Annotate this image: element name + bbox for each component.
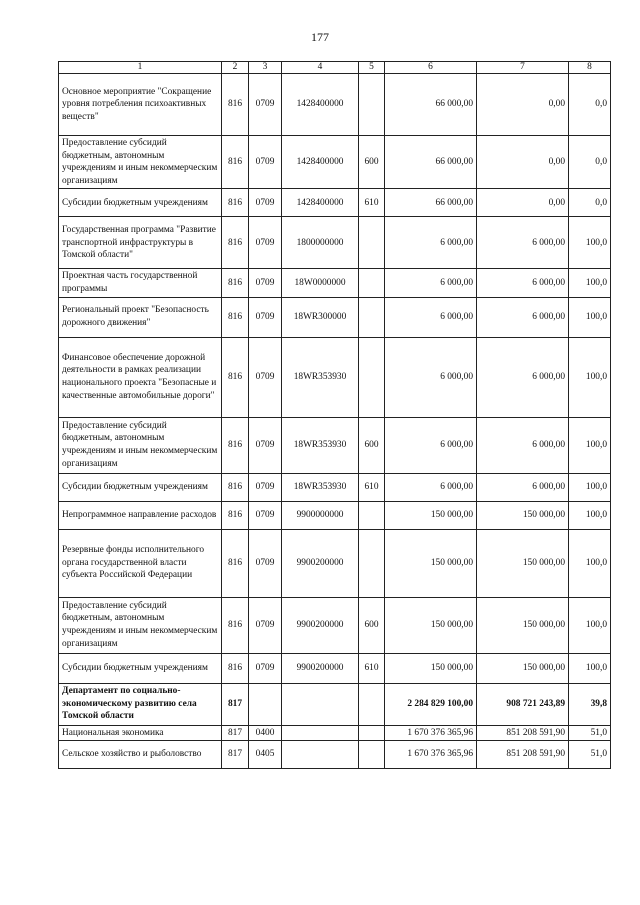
planned-amount-cell: 150 000,00: [385, 597, 477, 653]
actual-amount-cell: 6 000,00: [477, 337, 569, 417]
percent-cell: 100,0: [569, 337, 611, 417]
target-article-cell: 9900200000: [282, 529, 359, 597]
planned-amount-cell: 1 670 376 365,96: [385, 725, 477, 741]
section-code-cell: 0709: [249, 501, 282, 529]
expense-type-cell: [359, 529, 385, 597]
percent-cell: 51,0: [569, 741, 611, 769]
table-row: [59, 417, 611, 473]
table-row: [59, 136, 611, 189]
ved-code-cell: 816: [222, 136, 249, 189]
table-row: [59, 683, 611, 725]
section-code-cell: 0709: [249, 269, 282, 297]
target-article-cell: 18WR353930: [282, 473, 359, 501]
row-name-cell: Проектная часть государственной программы: [59, 269, 222, 297]
table-row: [59, 337, 611, 417]
section-code-cell: 0709: [249, 217, 282, 269]
row-name-cell: Предоставление субсидий бюджетным, автономным учреждениям и иным некоммерческим организациям: [59, 417, 222, 473]
section-code-cell: 0709: [249, 529, 282, 597]
table-row: [59, 217, 611, 269]
ved-code-cell: 816: [222, 653, 249, 683]
table-row: [59, 74, 611, 136]
target-article-cell: 18W0000000: [282, 269, 359, 297]
actual-amount-cell: 851 208 591,90: [477, 725, 569, 741]
row-name-cell: Государственная программа "Развитие транспортной инфраструктуры в Томской области": [59, 217, 222, 269]
target-article-cell: 9900000000: [282, 501, 359, 529]
table-body: [59, 74, 611, 769]
target-article-cell: 18WR353930: [282, 337, 359, 417]
section-code-cell: 0709: [249, 417, 282, 473]
expense-type-cell: 600: [359, 136, 385, 189]
table-row: [59, 501, 611, 529]
percent-cell: 100,0: [569, 501, 611, 529]
ved-code-cell: 817: [222, 741, 249, 769]
table-row: [59, 597, 611, 653]
planned-amount-cell: 66 000,00: [385, 136, 477, 189]
expense-type-cell: [359, 217, 385, 269]
row-name-cell: Финансовое обеспечение дорожной деятельности в рамках реализации национального проекта "Безопасные и качественные автомобильные дороги": [59, 337, 222, 417]
row-name-cell: Предоставление субсидий бюджетным, автономным учреждениям и иным некоммерческим организациям: [59, 136, 222, 189]
target-article-cell: 1428400000: [282, 136, 359, 189]
expense-type-cell: [359, 725, 385, 741]
planned-amount-cell: 66 000,00: [385, 74, 477, 136]
expense-type-cell: [359, 269, 385, 297]
actual-amount-cell: 6 000,00: [477, 297, 569, 337]
target-article-cell: 1800000000: [282, 217, 359, 269]
expense-type-cell: 610: [359, 473, 385, 501]
row-name-cell: Субсидии бюджетным учреждениям: [59, 653, 222, 683]
ved-code-cell: 817: [222, 725, 249, 741]
ved-code-cell: 816: [222, 337, 249, 417]
ved-code-cell: 816: [222, 597, 249, 653]
target-article-cell: 9900200000: [282, 597, 359, 653]
planned-amount-cell: 66 000,00: [385, 189, 477, 217]
section-code-cell: 0709: [249, 597, 282, 653]
expense-type-cell: 600: [359, 417, 385, 473]
percent-cell: 100,0: [569, 597, 611, 653]
planned-amount-cell: 6 000,00: [385, 417, 477, 473]
percent-cell: 51,0: [569, 725, 611, 741]
section-code-cell: 0709: [249, 653, 282, 683]
expense-type-cell: [359, 337, 385, 417]
planned-amount-cell: 6 000,00: [385, 297, 477, 337]
section-code-cell: 0709: [249, 136, 282, 189]
target-article-cell: [282, 725, 359, 741]
target-article-cell: 1428400000: [282, 74, 359, 136]
planned-amount-cell: 150 000,00: [385, 653, 477, 683]
budget-table: [58, 61, 611, 769]
actual-amount-cell: 6 000,00: [477, 217, 569, 269]
table-row: [59, 189, 611, 217]
row-name-cell: Резервные фонды исполнительного органа государственной власти субъекта Российской Федерации: [59, 529, 222, 597]
planned-amount-cell: 2 284 829 100,00: [385, 683, 477, 725]
actual-amount-cell: 0,00: [477, 74, 569, 136]
header-cell: 6: [385, 62, 477, 74]
section-code-cell: 0709: [249, 189, 282, 217]
ved-code-cell: 816: [222, 297, 249, 337]
ved-code-cell: 816: [222, 529, 249, 597]
section-code-cell: 0709: [249, 297, 282, 337]
target-article-cell: 18WR353930: [282, 417, 359, 473]
actual-amount-cell: 150 000,00: [477, 597, 569, 653]
percent-cell: 0,0: [569, 136, 611, 189]
header-cell: 7: [477, 62, 569, 74]
expense-type-cell: [359, 297, 385, 337]
percent-cell: 100,0: [569, 417, 611, 473]
row-name-cell: Национальная экономика: [59, 725, 222, 741]
section-code-cell: [249, 683, 282, 725]
percent-cell: 100,0: [569, 297, 611, 337]
header-cell: 2: [222, 62, 249, 74]
actual-amount-cell: 150 000,00: [477, 653, 569, 683]
table-row: [59, 473, 611, 501]
section-code-cell: 0400: [249, 725, 282, 741]
planned-amount-cell: 6 000,00: [385, 269, 477, 297]
table-row: [59, 297, 611, 337]
row-name-cell: Департамент по социально-экономическому развитию села Томской области: [59, 683, 222, 725]
actual-amount-cell: 851 208 591,90: [477, 741, 569, 769]
ved-code-cell: 816: [222, 501, 249, 529]
planned-amount-cell: 1 670 376 365,96: [385, 741, 477, 769]
row-name-cell: Основное мероприятие "Сокращение уровня потребления психоактивных веществ": [59, 74, 222, 136]
actual-amount-cell: 150 000,00: [477, 501, 569, 529]
target-article-cell: [282, 741, 359, 769]
percent-cell: 100,0: [569, 269, 611, 297]
header-cell: 4: [282, 62, 359, 74]
expense-type-cell: [359, 501, 385, 529]
expense-type-cell: [359, 74, 385, 136]
actual-amount-cell: 6 000,00: [477, 473, 569, 501]
percent-cell: 0,0: [569, 189, 611, 217]
row-name-cell: Субсидии бюджетным учреждениям: [59, 473, 222, 501]
expense-type-cell: 600: [359, 597, 385, 653]
expense-type-cell: [359, 683, 385, 725]
ved-code-cell: 817: [222, 683, 249, 725]
page-number: 177: [311, 30, 329, 44]
header-cell: 8: [569, 62, 611, 74]
target-article-cell: 9900200000: [282, 653, 359, 683]
ved-code-cell: 816: [222, 189, 249, 217]
table-row: [59, 269, 611, 297]
row-name-cell: Предоставление субсидий бюджетным, автономным учреждениям и иным некоммерческим организациям: [59, 597, 222, 653]
actual-amount-cell: 908 721 243,89: [477, 683, 569, 725]
expense-type-cell: 610: [359, 189, 385, 217]
ved-code-cell: 816: [222, 269, 249, 297]
planned-amount-cell: 6 000,00: [385, 337, 477, 417]
percent-cell: 100,0: [569, 217, 611, 269]
target-article-cell: 18WR300000: [282, 297, 359, 337]
table-row: [59, 741, 611, 769]
percent-cell: 100,0: [569, 473, 611, 501]
percent-cell: 100,0: [569, 653, 611, 683]
ved-code-cell: 816: [222, 417, 249, 473]
table-row: [59, 653, 611, 683]
row-name-cell: Субсидии бюджетным учреждениям: [59, 189, 222, 217]
section-code-cell: 0405: [249, 741, 282, 769]
ved-code-cell: 816: [222, 217, 249, 269]
planned-amount-cell: 6 000,00: [385, 217, 477, 269]
actual-amount-cell: 0,00: [477, 189, 569, 217]
table-row: [59, 725, 611, 741]
percent-cell: 39,8: [569, 683, 611, 725]
planned-amount-cell: 6 000,00: [385, 473, 477, 501]
row-name-cell: Сельское хозяйство и рыболовство: [59, 741, 222, 769]
planned-amount-cell: 150 000,00: [385, 529, 477, 597]
expense-type-cell: 610: [359, 653, 385, 683]
ved-code-cell: 816: [222, 473, 249, 501]
percent-cell: 0,0: [569, 74, 611, 136]
target-article-cell: [282, 683, 359, 725]
actual-amount-cell: 0,00: [477, 136, 569, 189]
expense-type-cell: [359, 741, 385, 769]
section-code-cell: 0709: [249, 74, 282, 136]
target-article-cell: 1428400000: [282, 189, 359, 217]
header-cell: 3: [249, 62, 282, 74]
row-name-cell: Региональный проект "Безопасность дорожного движения": [59, 297, 222, 337]
header-row: [59, 62, 611, 74]
actual-amount-cell: 6 000,00: [477, 417, 569, 473]
section-code-cell: 0709: [249, 337, 282, 417]
planned-amount-cell: 150 000,00: [385, 501, 477, 529]
actual-amount-cell: 6 000,00: [477, 269, 569, 297]
percent-cell: 100,0: [569, 529, 611, 597]
header-cell: 1: [59, 62, 222, 74]
table-row: [59, 529, 611, 597]
ved-code-cell: 816: [222, 74, 249, 136]
actual-amount-cell: 150 000,00: [477, 529, 569, 597]
row-name-cell: Непрограммное направление расходов: [59, 501, 222, 529]
header-cell: 5: [359, 62, 385, 74]
section-code-cell: 0709: [249, 473, 282, 501]
